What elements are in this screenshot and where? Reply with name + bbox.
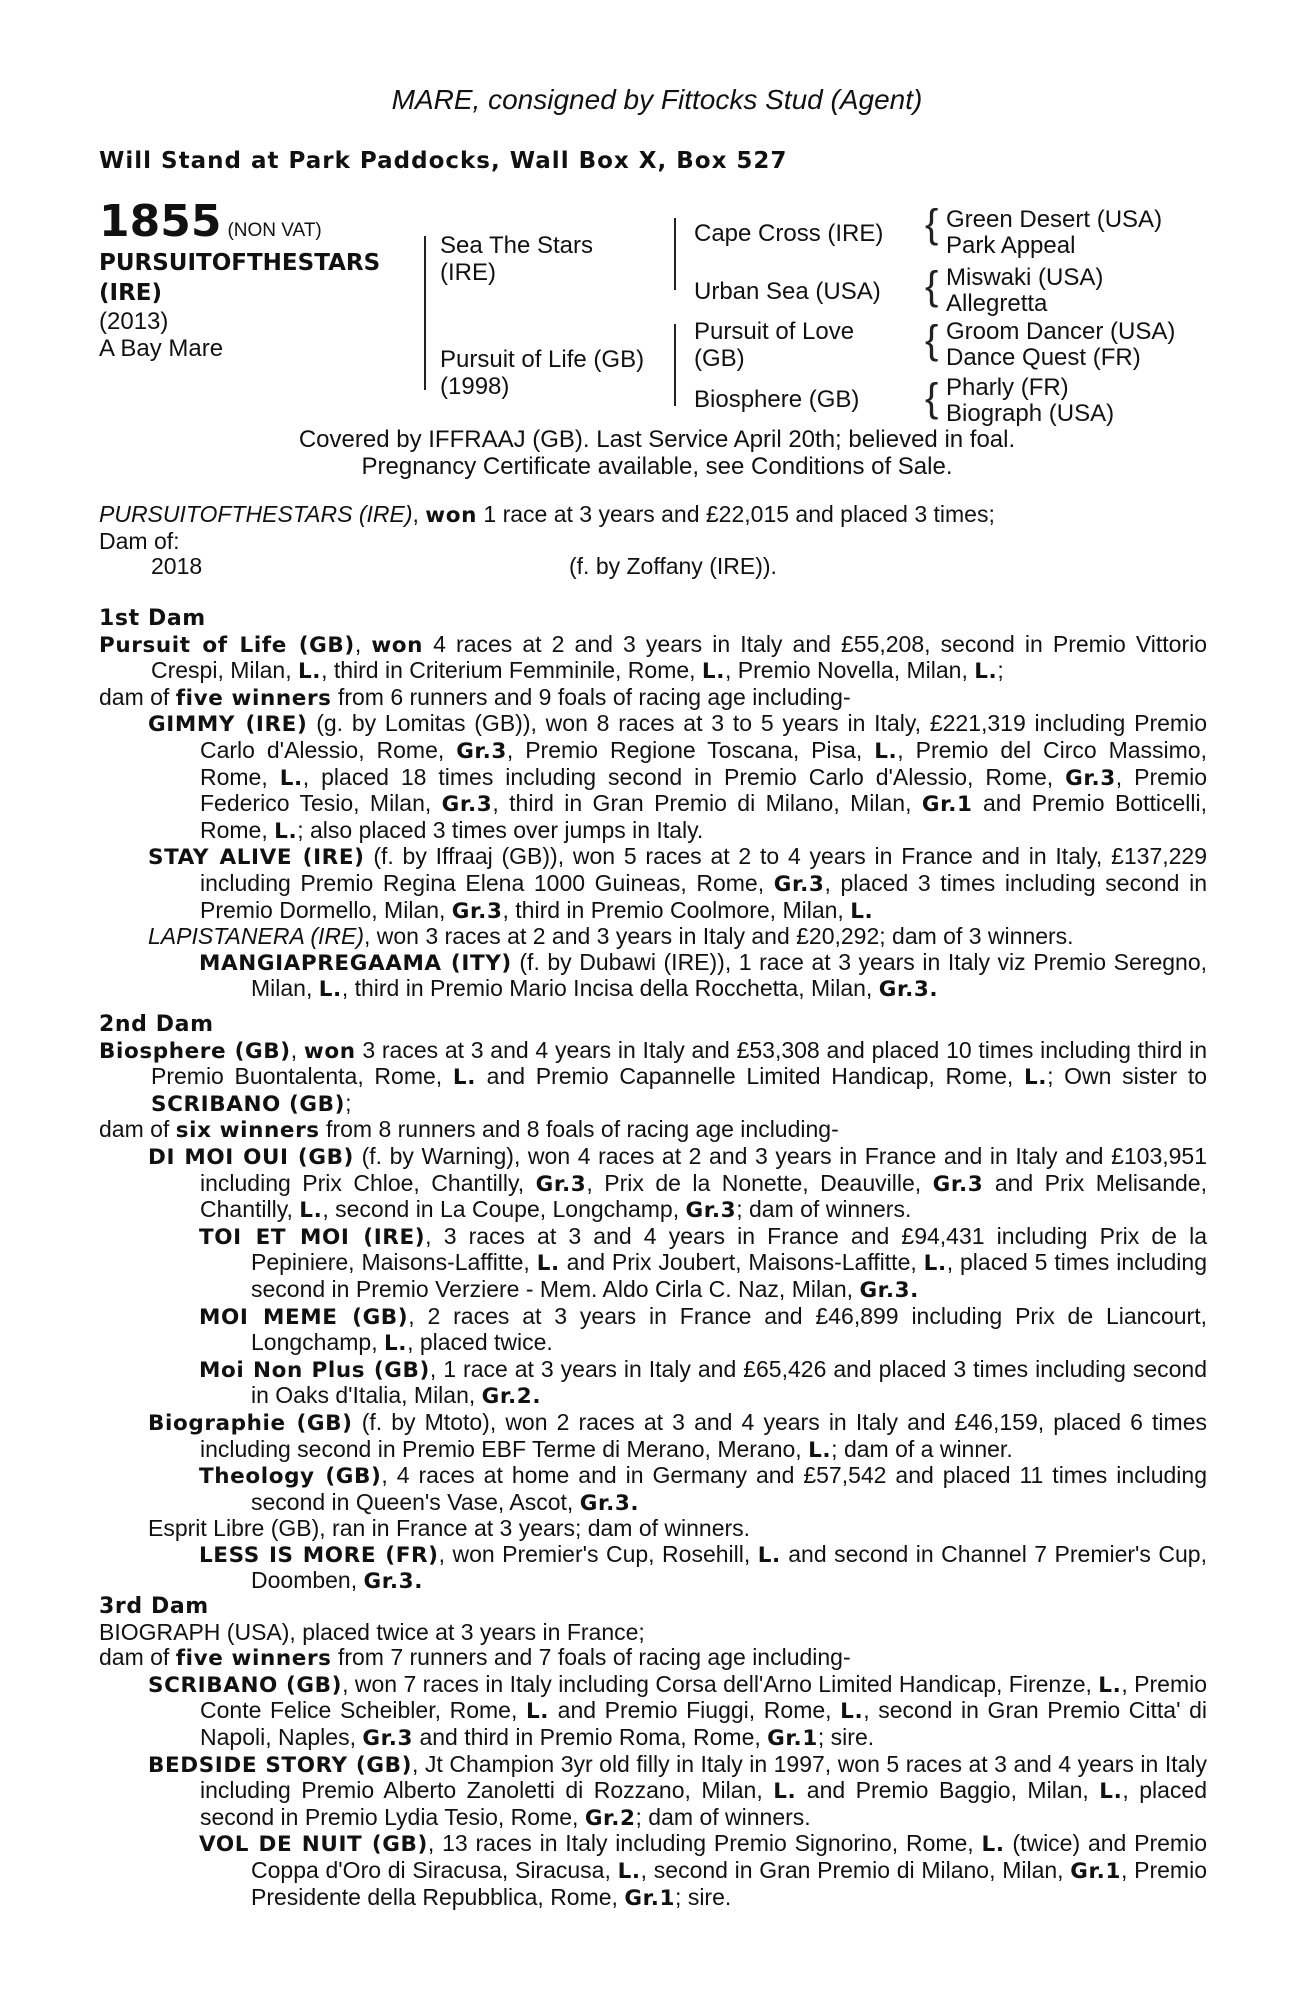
lot-info — [99, 196, 429, 362]
grade: Gr.1 — [624, 1885, 676, 1911]
text: (twice) and Premio Coppa d'Oro di Siracusa, Siracusa, — [251, 1830, 1207, 1883]
grade: Gr.1 — [921, 792, 973, 818]
pedigree-sdd: Allegretta — [946, 290, 1048, 317]
progeny-name: DI MOI OUI (GB) — [148, 1144, 354, 1170]
vat-status: (NON VAT) — [227, 220, 322, 241]
text: , Premio Conte Felice Scheibler, Rome, — [200, 1670, 1207, 1724]
grade: L. — [974, 659, 998, 685]
sister-name: SCRIBANO (GB) — [151, 1091, 346, 1117]
text: , placed second in Premio Lydia Tesio, Rome, — [200, 1777, 1207, 1830]
grade: L. — [850, 898, 874, 924]
produce-record-text: 1 race at 3 years and £22,015 and placed 3 times; — [477, 501, 995, 527]
text: and Premio Fiuggi, Rome, — [549, 1697, 841, 1724]
grade: L. — [1023, 1065, 1048, 1091]
grade: L. — [1099, 1779, 1123, 1805]
text: and Prix Joubert, Maisons-Laffitte, — [559, 1249, 924, 1276]
grade: Gr.1 — [1070, 1858, 1122, 1884]
progeny-name: GIMMY (IRE) — [148, 712, 308, 738]
progeny-name: MANGIAPREGAAMA (ITY) — [199, 950, 512, 976]
text: and Premio Baggio, Milan, — [796, 1777, 1100, 1804]
dam-of-label: Dam of: — [99, 527, 180, 554]
text: , placed 18 times including second in Premio Carlo d'Alessio, Rome, — [302, 763, 1066, 790]
text: (f. by Dubawi (IRE)), 1 race at 3 years in Italy viz Premio Seregno, Milan, — [251, 948, 1207, 1002]
ss-brace: { — [925, 202, 939, 246]
grade: L. — [1098, 1672, 1122, 1698]
text: and Premio Capannelle Limited Handicap, Rome, — [475, 1063, 1024, 1090]
progeny-toi-et-moi — [99, 1224, 1207, 1304]
text: , second in Gran Premio di Milano, Milan, — [640, 1856, 1071, 1883]
winners-count: six winners — [175, 1118, 320, 1144]
grade: Gr.3 — [456, 738, 507, 764]
text: from 7 runners and 7 foals of racing age including- — [331, 1644, 851, 1671]
text: 3 races at 3 and 4 years in Italy and £53,308 and placed 10 times including third in Premio Buontalenta, Rome, — [151, 1036, 1208, 1090]
text: , 2 races at 3 years in France and £46,899 including Prix de Liancourt, Longchamp, — [251, 1302, 1207, 1356]
pedigree-ddd: Biograph (USA) — [946, 400, 1115, 427]
grade: L. — [757, 1542, 781, 1568]
text: , 1 race at 3 years in Italy and £65,426 and placed 3 times including second in Oaks d'Italia, Milan, — [251, 1355, 1208, 1409]
third-dam-produce-summary — [99, 1645, 1207, 1672]
winners-count: five winners — [175, 1646, 332, 1672]
text: , second in Gran Premio Citta' di Napoli, Naples, — [200, 1697, 1207, 1750]
text: ; dam of a winner. — [831, 1435, 1013, 1462]
stand-location: Will Stand at Park Paddocks, Wall Box X, Box 527 — [99, 148, 788, 174]
grade: Gr.3. — [363, 1569, 423, 1595]
sd-brace: { — [925, 264, 939, 308]
pedigree-ss: Cape Cross (IRE) — [694, 220, 884, 247]
text: , won 3 races at 2 and 3 years in Italy and £20,292; dam of 3 winners. — [363, 923, 1074, 950]
text: , Premio Regione Toscana, Pisa, — [506, 736, 875, 763]
text: dam of — [99, 683, 176, 710]
progeny-name: Moi Non Plus (GB) — [199, 1357, 430, 1383]
pedigree-ssd: Park Appeal — [946, 232, 1076, 259]
text: dam of — [99, 1644, 176, 1671]
text: , 3 races at 3 and 4 years in France and £94,431 including Prix de la Pepiniere, Maisons-Laffitte, — [251, 1222, 1207, 1276]
produce-section — [99, 502, 1207, 580]
text: , 4 races at home and in Germany and £57,542 and placed 11 times including second in Queen's Vase, Ascot, — [251, 1462, 1207, 1515]
progeny-name: SCRIBANO (GB) — [148, 1672, 343, 1698]
text: , third in Premio Coolmore, Milan, — [502, 896, 851, 923]
won-label: won — [303, 1038, 356, 1064]
grade: Gr.1 — [767, 1725, 818, 1751]
text: from 8 runners and 8 foals of racing age including- — [319, 1116, 839, 1143]
pedigree-sd: Urban Sea (USA) — [694, 278, 881, 305]
progeny-moi-meme — [99, 1304, 1207, 1357]
grade: L. — [981, 1832, 1005, 1858]
grade: Gr.3 — [451, 898, 503, 924]
text: ; Own sister to — [1047, 1063, 1208, 1090]
progeny-name: VOL DE NUIT (GB) — [199, 1832, 428, 1858]
text: ; also placed 3 times over jumps in Italy. — [297, 816, 704, 843]
grade: L. — [840, 1699, 864, 1725]
sire-country: (IRE) — [440, 259, 496, 286]
progeny-name: LESS IS MORE (FR) — [199, 1542, 439, 1568]
pedigree-sds: Miswaki (USA) — [946, 264, 1104, 291]
pedigree-dds: Pharly (FR) — [946, 374, 1069, 401]
text: ; — [997, 657, 1004, 684]
grade: L. — [318, 977, 342, 1003]
grade: L. — [274, 818, 298, 844]
page-title: MARE, consigned by Fittocks Stud (Agent) — [391, 84, 923, 115]
grade: Gr.2. — [481, 1384, 542, 1410]
grade: L. — [923, 1251, 947, 1277]
pedigree-dss: Groom Dancer (USA) — [946, 318, 1176, 345]
text: , Jt Champion 3yr old filly in Italy in 1997, won 5 races at 3 and 4 years in Italy including Premio Alberto Zanoletti di Rozzano, Milan, — [200, 1750, 1208, 1804]
text: , placed 3 times including second in Premio Dormello, Milan, — [200, 869, 1207, 923]
ds-country: (GB) — [694, 345, 745, 372]
text: , Premio Federico Tesio, Milan, — [200, 763, 1207, 817]
horse-name-line2: (IRE) — [99, 280, 163, 306]
progeny-vol-de-nuit — [99, 1831, 1207, 1911]
progeny-scribano — [99, 1672, 1207, 1752]
grade: L. — [525, 1699, 550, 1725]
text: (f. by Warning), won 4 races at 2 and 3 years in France and in Italy and £103,951 including Prix Chloe, Chantilly, — [200, 1142, 1207, 1196]
grade: Gr.3 — [535, 1171, 587, 1197]
foal-desc: (f. by Zoffany (IRE)). — [569, 553, 777, 580]
progeny-name: Theology (GB) — [199, 1464, 382, 1490]
text: ; sire. — [675, 1883, 732, 1910]
second-dam-name: Biosphere (GB) — [99, 1038, 291, 1064]
text: from 6 runners and 9 foals of racing age including- — [331, 683, 851, 710]
text: (f. by Mtoto), won 2 races at 3 and 4 years in Italy and £46,159, placed 6 times including second in Premio EBF Terme di Merano, Merano, — [200, 1408, 1207, 1462]
grade: Gr.3. — [579, 1490, 640, 1516]
text: ; dam of winners. — [635, 1803, 811, 1830]
text: , won 7 races in Italy including Corsa dell'Arno Limited Handicap, Firenze, — [342, 1670, 1099, 1697]
text: , placed 5 times including second in Premio Verziere - Mem. Aldo Cirla C. Naz, Milan, — [251, 1249, 1208, 1302]
text: , third in Criterium Femminile, Rome, — [321, 657, 702, 684]
grade: L. — [279, 765, 303, 791]
second-dam-produce-summary — [99, 1117, 1207, 1144]
covered-line1: Covered by IFFRAAJ (GB). Last Service April 20th; believed in foal. — [298, 426, 1016, 453]
progeny-name: STAY ALIVE (IRE) — [148, 845, 365, 871]
text: 4 races at 2 and 3 years in Italy and £55,208, second in Premio Vittorio Crespi, Milan, — [151, 630, 1207, 684]
third-dam-section — [99, 1594, 1207, 1911]
grade: L. — [701, 659, 725, 685]
progeny-di-moi-oui — [99, 1144, 1207, 1224]
ds-name: Pursuit of Love — [694, 318, 855, 345]
pedigree-sire — [440, 232, 593, 286]
text: , second in La Coupe, Longchamp, — [322, 1196, 686, 1223]
grade: Gr.3 — [932, 1171, 984, 1197]
produce-record: PURSUITOFTHESTARS (IRE), won 1 race at 3 years and £22,015 and placed 3 times; — [99, 501, 995, 528]
text: and Prix Melisande, Chantilly, — [200, 1169, 1207, 1223]
text: (f. by Iffraaj (GB)), won 5 races at 2 to 4 years in France and in Italy, £137,229 including Premio Regina Elena 1000 Guineas, Rome, — [200, 843, 1207, 896]
horse-name-line1: PURSUITOFTHESTARS — [99, 250, 381, 276]
horse-description: A Bay Mare — [99, 335, 224, 362]
sire-dam-brace — [424, 236, 426, 390]
first-dam-section — [99, 606, 1207, 1003]
text: and second in Channel 7 Premier's Cup, Doomben, — [251, 1540, 1207, 1594]
grade: Gr.3. — [878, 977, 939, 1003]
won-label: won — [371, 632, 424, 658]
progeny-moi-non-plus — [99, 1357, 1207, 1410]
covered-line2: Pregnancy Certificate available, see Conditions of Sale. — [361, 453, 953, 480]
text: , third in Gran Premio di Milano, Milan, — [492, 790, 922, 817]
progeny-name: LAPISTANERA (IRE) — [148, 923, 364, 950]
grade: Gr.2 — [584, 1805, 636, 1831]
first-dam-produce-summary — [99, 685, 1207, 712]
covered-info — [0, 426, 1314, 480]
grade: Gr.3. — [859, 1277, 919, 1303]
sire-name: Sea The Stars — [440, 232, 593, 259]
produce-foal — [99, 554, 1207, 580]
pedigree-dsd: Dance Quest (FR) — [946, 344, 1141, 371]
grade: L. — [297, 659, 322, 685]
progeny-esprit-libre: Esprit Libre (GB), ran in France at 3 years; dam of winners. — [148, 1515, 751, 1542]
dam-year: (1998) — [440, 373, 510, 400]
text: , third in Premio Mario Incisa della Rocchetta, Milan, — [341, 975, 879, 1002]
lot-number: 1855 — [99, 196, 222, 247]
produce-name: PURSUITOFTHESTARS (IRE) — [99, 501, 413, 527]
text: ; sire. — [817, 1723, 875, 1750]
text: , Premio del Circo Massimo, Rome, — [200, 736, 1207, 790]
progeny-name: MOI MEME (GB) — [199, 1304, 409, 1330]
pedigree-sss: Green Desert (USA) — [946, 206, 1163, 233]
text: ; — [345, 1089, 352, 1116]
foal-year: 2018 — [151, 553, 203, 580]
grade: L. — [299, 1198, 323, 1224]
text: (g. by Lomitas (GB)), won 8 races at 3 to 5 years in Italy, £221,319 including Premio Carlo d'Alessio, Rome, — [200, 710, 1207, 763]
progeny-less-is-more — [99, 1542, 1207, 1595]
grade: L. — [452, 1065, 476, 1091]
grade: L. — [773, 1779, 797, 1805]
winners-count: five winners — [175, 685, 332, 711]
ds-brace: { — [925, 318, 939, 362]
text: and third in Premio Roma, Rome, — [413, 1723, 768, 1750]
sire-line-brace — [674, 218, 676, 290]
grade: L. — [617, 1858, 641, 1884]
progeny-bedside-story — [99, 1752, 1207, 1832]
grade: Gr.3 — [441, 792, 493, 818]
third-dam-heading: 3rd Dam — [99, 1594, 209, 1619]
pedigree-dd: Biosphere (GB) — [694, 386, 860, 413]
first-dam-heading: 1st Dam — [99, 606, 206, 631]
grade: L. — [808, 1437, 832, 1463]
text: and Premio Botticelli, Rome, — [200, 790, 1207, 843]
text: dam of — [99, 1116, 176, 1143]
grade: Gr.3 — [685, 1198, 737, 1224]
won-label: won — [425, 503, 478, 528]
text: , Prix de la Nonette, Deauville, — [586, 1169, 933, 1196]
second-dam-heading: 2nd Dam — [99, 1012, 214, 1037]
grade: Gr.3 — [773, 871, 825, 897]
grade: Gr.3 — [362, 1725, 414, 1751]
third-dam-record: BIOGRAPH (USA), placed twice at 3 years in France; — [99, 1618, 645, 1645]
progeny-mangiapregaama — [99, 950, 1207, 1003]
grade: L. — [536, 1251, 560, 1277]
text: , Premio Novella, Milan, — [725, 657, 975, 684]
second-dam-record: Biosphere (GB), won 3 races at 3 and 4 years in Italy and £53,308 and placed 10 times including third in Premio Buontalenta, Rome, L. and Premio Capannelle Limited Handicap, Rome, L.; Own sister to SCRIBANO (GB); — [99, 1036, 1208, 1117]
dam-line-brace — [674, 324, 676, 406]
grade: L. — [874, 738, 898, 764]
progeny-stay-alive — [99, 844, 1207, 924]
grade: Gr.3 — [1065, 765, 1116, 791]
progeny-name: BEDSIDE STORY (GB) — [148, 1752, 413, 1778]
text: ; dam of winners. — [736, 1196, 912, 1223]
first-dam-name: Pursuit of Life (GB) — [99, 632, 355, 658]
text: , 13 races in Italy including Premio Signorino, Rome, — [427, 1830, 982, 1857]
pedigree-dam — [440, 346, 644, 400]
progeny-name: Biographie (GB) — [148, 1410, 353, 1436]
grade: L. — [383, 1331, 408, 1357]
pedigree-ds — [694, 318, 854, 372]
dam-name: Pursuit of Life (GB) — [440, 346, 645, 373]
text: , placed twice. — [407, 1329, 553, 1356]
text: , won Premier's Cup, Rosehill, — [438, 1540, 758, 1567]
dd-brace: { — [925, 376, 939, 420]
horse-year: (2013) — [99, 308, 169, 335]
progeny-theology — [99, 1463, 1207, 1516]
progeny-gimmy — [99, 711, 1207, 844]
progeny-name: TOI ET MOI (IRE) — [199, 1224, 426, 1250]
second-dam-section — [99, 1012, 1207, 1595]
horse-name — [99, 248, 429, 308]
progeny-biographie — [99, 1410, 1207, 1463]
progeny-lapistanera — [99, 924, 1207, 950]
text: , Premio Presidente della Repubblica, Rome, — [251, 1856, 1207, 1910]
first-dam-record: Pursuit of Life (GB), won 4 races at 2 and 3 years in Italy and £55,208, second in Premio Vittorio Crespi, Milan, L., third in Criterium Femminile, Rome, L., Premio Novella, Milan, L.; — [99, 630, 1207, 685]
